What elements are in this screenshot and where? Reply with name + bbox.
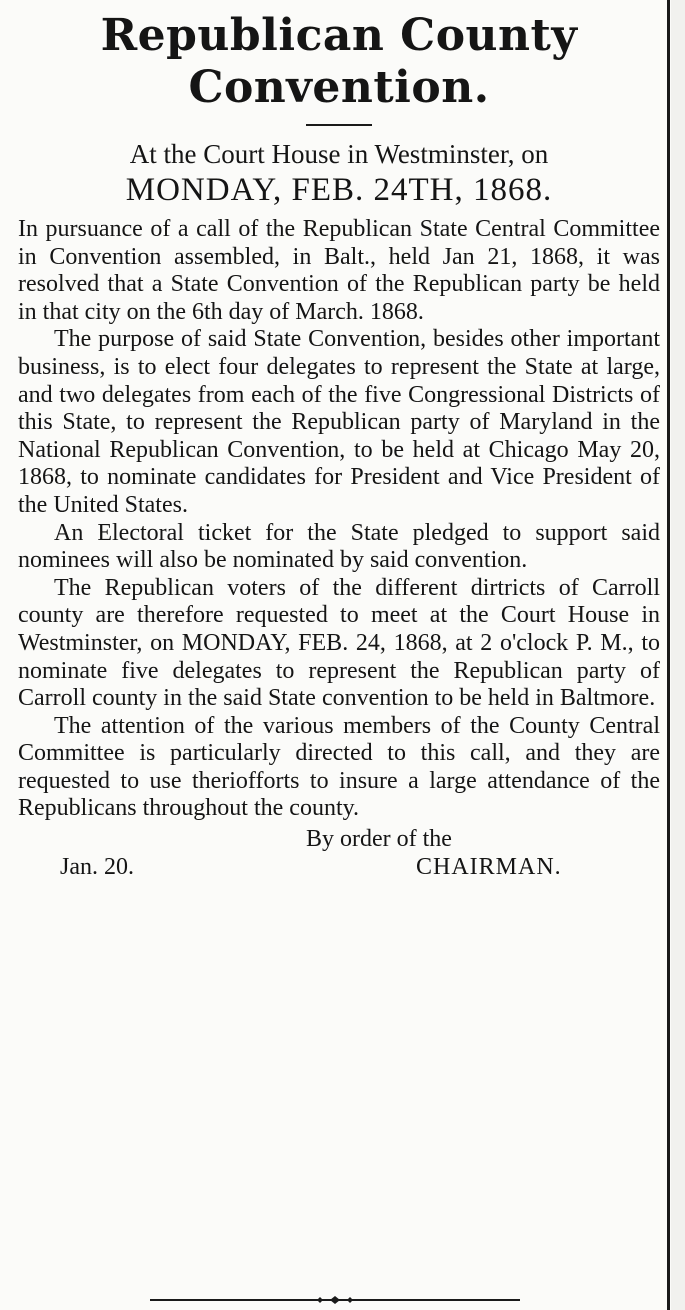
- by-order-text: By order of the: [306, 826, 452, 853]
- column-divider-rule: [667, 0, 670, 1310]
- date-line: MONDAY, FEB. 24TH, 1868.: [125, 172, 553, 208]
- location-line: At the Court House in Westminster, on: [129, 139, 549, 169]
- article-column: [18, 10, 660, 883]
- paragraph-attention: The attention of the various members of the County Central Committee is particularly directed to this call, and they are requested to use theriofforts to insure a large attendance of the Republicans throughout the county.: [18, 712, 660, 822]
- issue-date: Jan. 20.: [60, 854, 134, 881]
- paragraph-purpose: The purpose of said State Convention, besides other important business, is to elect four delegates to represent the State at large, and two delegates from each of the five Congressional Districts of this State, to represent the Republican party of Maryland in the National Republican Convention, to be held at Chicago May 20, 1868, to nominate candidates for President and Vice President of the United States.: [18, 326, 660, 518]
- ornamental-bottom-rule: [150, 1296, 520, 1304]
- adjacent-column-edge: [671, 0, 685, 1310]
- headline: Republican County Convention.: [100, 10, 578, 113]
- signature: CHAIRMAN.: [416, 854, 562, 881]
- paragraph-meeting-request: The Republican voters of the different dirtricts of Carroll county are therefore requested to meet at the Court House in Westminster, on MONDAY, FEB. 24, 1868, at 2 o'clock P. M., to nominate five delegates to represent the Republican party of Carroll county in the said State convention to be held in Baltmore.: [18, 574, 660, 712]
- paragraph-call: In pursuance of a call of the Republican State Central Committee in Convention assembled, in Balt., held Jan 21, 1868, it was resolved that a State Convention of the Republican party be held in that city on the 6th day of March. 1868.: [18, 216, 660, 325]
- paragraph-electoral-ticket: An Electoral ticket for the State pledged to support said nominees will also be nominated by said convention.: [18, 519, 660, 574]
- headline-rule: [306, 124, 372, 126]
- signoff: [18, 823, 660, 883]
